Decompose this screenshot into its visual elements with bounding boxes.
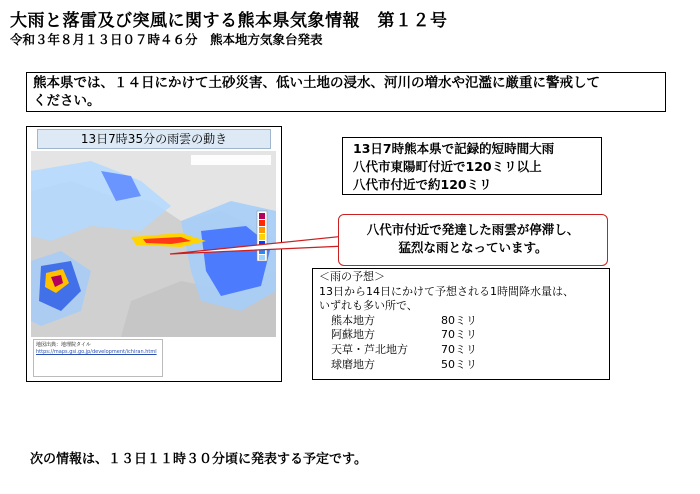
record-line-2: 八代市東陽町付近で120ミリ以上: [353, 159, 542, 174]
forecast-amount: 50ミリ: [441, 357, 477, 371]
forecast-heading: ＜雨の予想＞: [319, 270, 385, 283]
forecast-row: [319, 343, 609, 358]
forecast-amount: 70ミリ: [441, 342, 477, 356]
warning-line-1: 熊本県では、１４日にかけて土砂災害、低い土地の浸水、河川の増水や氾濫に厳重に警戒して: [33, 75, 600, 91]
forecast-row: [319, 314, 609, 329]
stagnant-rain-callout: [338, 214, 608, 266]
forecast-area: 球磨地方: [331, 357, 375, 371]
map-source-url[interactable]: https://maps.gsi.go.jp/development/ichiran.html: [36, 349, 157, 355]
forecast-amount: 70ミリ: [441, 328, 477, 342]
forecast-intro-2: いずれも多い所で、: [319, 299, 418, 313]
record-line-1: 13日7時熊本県で記録的短時間大雨: [353, 141, 555, 156]
forecast-amount: 80ミリ: [441, 313, 477, 327]
forecast-area: 熊本地方: [331, 313, 375, 327]
rain-forecast-box: [312, 268, 610, 380]
forecast-row: [319, 328, 609, 343]
callout-line-2: 猛烈な雨となっています。: [398, 240, 548, 255]
next-info-notice: 次の情報は、１３日１１時３０分頃に発表する予定です。: [30, 452, 367, 467]
record-rain-box: [342, 137, 602, 195]
issue-info: 令和３年８月１３日０７時４６分 熊本地方気象台発表: [10, 32, 323, 47]
forecast-row: [319, 358, 609, 373]
forecast-intro-1: 13日から14日にかけて予想される1時間降水量は、: [319, 284, 574, 298]
record-line-3: 八代市付近で約120ミリ: [353, 177, 492, 192]
bulletin-title: 大雨と落雷及び突風に関する熊本県気象情報 第１２号: [10, 11, 448, 31]
callout-line-1: 八代市付近で発達した雨雲が停滞し、: [366, 222, 580, 237]
forecast-area: 天草・芦北地方: [331, 342, 408, 356]
forecast-area: 阿蘇地方: [331, 328, 375, 342]
warning-line-2: ください。: [33, 93, 101, 109]
map-caption: 13日7時35分の雨雲の動き: [37, 129, 271, 149]
map-source-title: 地図出典：地理院タイル: [36, 342, 91, 348]
